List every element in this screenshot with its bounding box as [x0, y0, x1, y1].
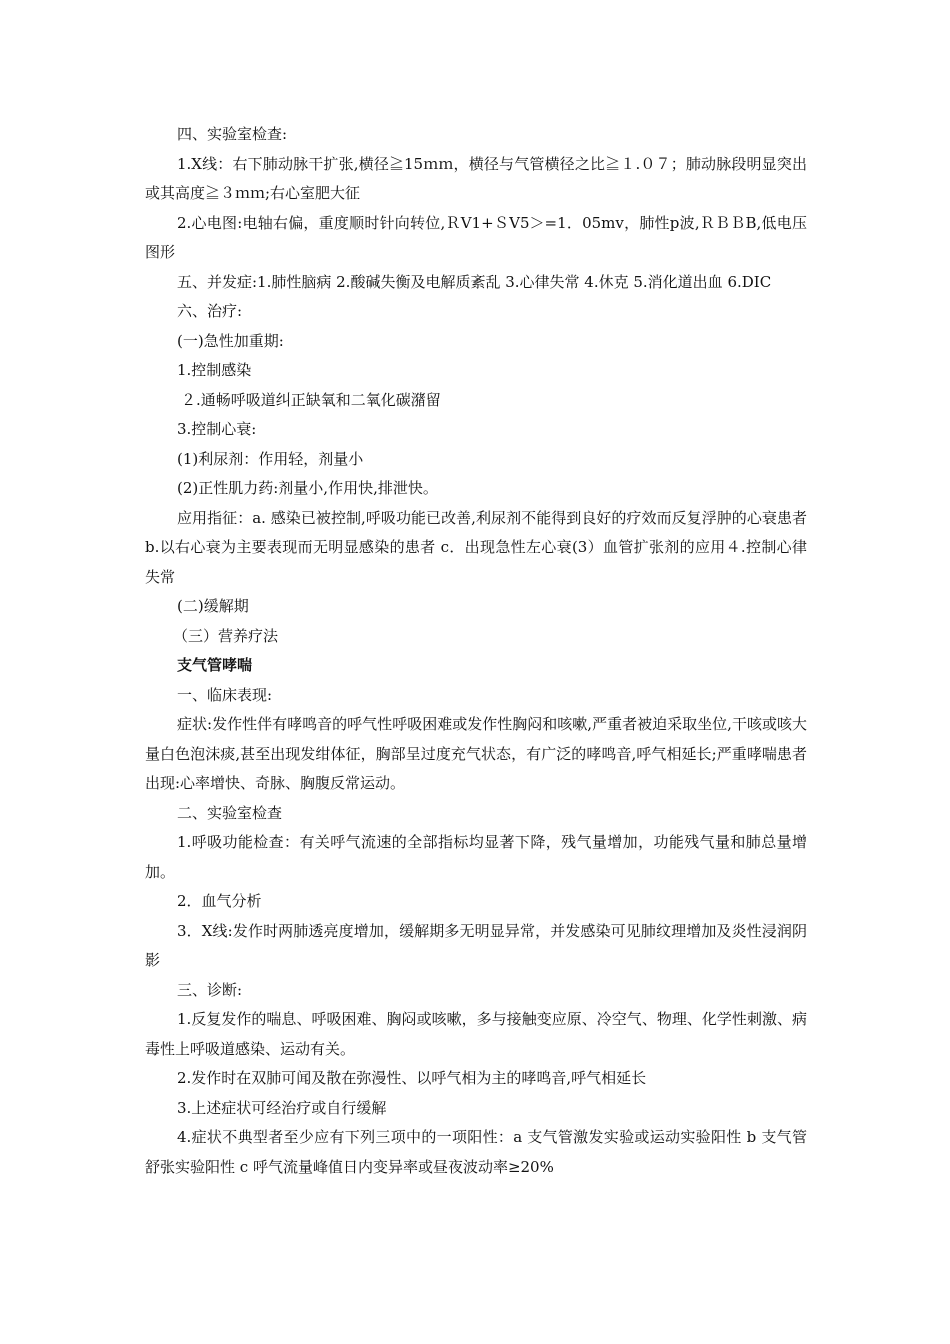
subheading-remission-phase: (二)缓解期 [177, 597, 249, 615]
list-item-diuretics: (1)利尿剂：作用轻，剂量小 [177, 449, 364, 468]
list-item-xray-asthma: 3．X线:发作时两肺透亮度增加，缓解期多无明显异常，并发感染可见肺纹理增加及炎性浸润阴影 [145, 921, 807, 969]
section-heading-diagnosis: 三、诊断: [177, 980, 243, 999]
section-heading-treatment: 六、治疗: [177, 302, 243, 320]
section-heading-lab-tests-2: 二、实验室检查 [177, 803, 283, 822]
list-item-heart-failure: 3.控制心衰: [177, 420, 257, 438]
list-item-diagnosis-3: 3.上述症状可经治疗或自行缓解 [177, 1098, 387, 1117]
chapter-title-asthma: 支气管哮喘 [177, 656, 253, 674]
list-item-inotropes: (2)正性肌力药:剂量小,作用快,排泄快。 [177, 479, 438, 497]
paragraph-xray: 1.X线：右下肺动脉干扩张,横径≧15ｍｍ，横径与气管横径之比≧１.０７；肺动脉段明显突出或其高度≧３ｍｍ;右心室肥大征 [145, 154, 807, 202]
list-item-diagnosis-4: 4.症状不典型者至少应有下列三项中的一项阳性：a 支气管激发实验或运动实验阳性 b 支气管舒张实验阳性 c 呼气流量峰值日内变异率或昼夜波动率≥20% [145, 1128, 807, 1176]
paragraph-symptoms: 症状:发作性伴有哮鸣音的呼气性呼吸困难或发作性胸闷和咳嗽,严重者被迫采取坐位,干咳或咳大量白色泡沫痰,甚至出现发绀体征，胸部呈过度充气状态，有广泛的哮鸣音,呼气相延长;严重哮喘患者出现:心率增快、奇脉、胸腹反常运动。 [145, 715, 807, 792]
section-heading-clinical: 一、临床表现: [177, 685, 273, 704]
subheading-acute-phase: (一)急性加重期: [177, 331, 284, 350]
section-heading-complications: 五、并发症:1.肺性脑病 2.酸碱失衡及电解质紊乱 3.心律失常 4.休克 5.消化道出血 6.DIC [177, 272, 772, 291]
list-item-pulmonary-function: 1.呼吸功能检查：有关呼气流速的全部指标均显著下降，残气量增加，功能残气量和肺总量增加。 [145, 833, 807, 881]
list-item-diagnosis-1: 1.反复发作的喘息、呼吸困难、胸闷或咳嗽，多与接触变应原、冷空气、物理、化学性刺激、病毒性上呼吸道感染、运动有关。 [145, 1010, 807, 1058]
section-heading-lab-tests: 四、实验室检查: [177, 125, 288, 143]
list-item-airway: ２.通畅呼吸道纠正缺氧和二氧化碳潴留 [181, 390, 441, 409]
list-item-infection-control: 1.控制感染 [177, 361, 252, 379]
subheading-nutrition: （三）营养疗法 [173, 626, 279, 645]
document-page [145, 120, 807, 1182]
list-item-blood-gas: 2．血气分析 [177, 892, 262, 910]
list-item-diagnosis-2: 2.发作时在双肺可闻及散在弥漫性、以呼气相为主的哮鸣音,呼气相延长 [177, 1069, 647, 1087]
paragraph-ecg: 2.心电图:电轴右偏，重度顺时针向转位,ＲV1+ＳV5＞=1．05mv，肺性p波,ＲＢＢB,低电压图形 [145, 213, 807, 261]
paragraph-indications: 应用指征：a. 感染已被控制,呼吸功能已改善,利尿剂不能得到良好的疗效而反复浮肿的心衰患者 b.以右心衰为主要表现而无明显感染的患者 c．出现急性左心衰(3）血管扩张剂的应用４.控制心律失常 [145, 508, 807, 586]
